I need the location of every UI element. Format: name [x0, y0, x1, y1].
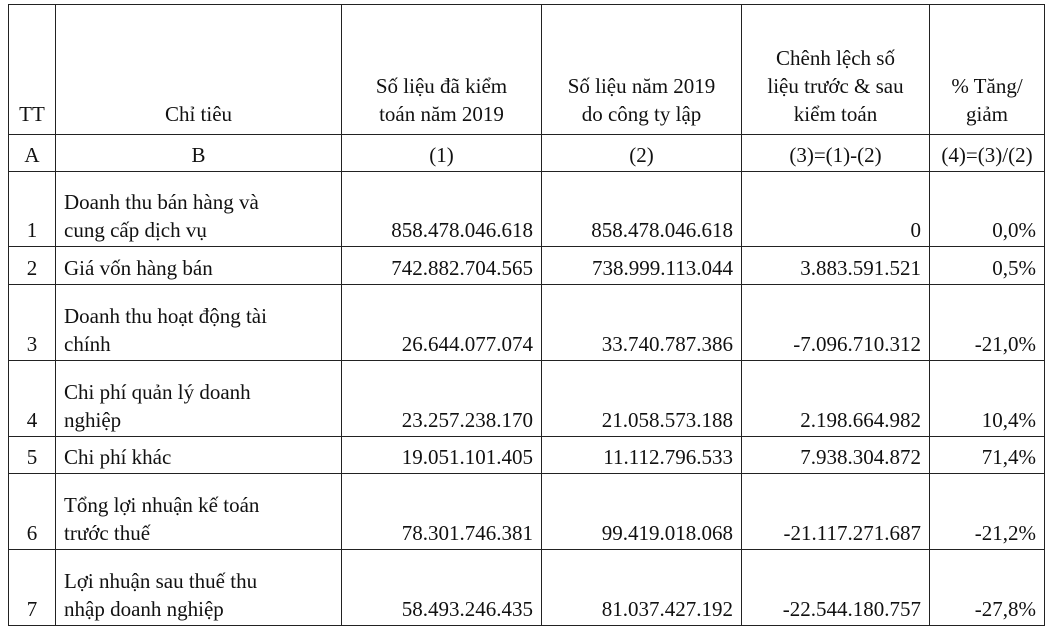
subheader-tt: A	[9, 134, 56, 171]
row-audited-value: 742.882.704.565	[342, 247, 542, 285]
header-audited-2019: Số liệu đã kiểm toán năm 2019	[342, 5, 542, 135]
row-chi-tieu-line: Chi phí quản lý doanh	[64, 379, 251, 404]
row-chi-tieu-line: Doanh thu hoạt động tài	[64, 303, 267, 328]
table-row	[9, 474, 1045, 550]
row-percent-value: 10,4%	[930, 360, 1045, 436]
row-chi-tieu	[56, 247, 342, 285]
row-difference-value: 0	[742, 171, 930, 247]
row-percent-value: 0,5%	[930, 247, 1045, 285]
header-row	[9, 5, 1045, 135]
subheader-c1: (1)	[342, 134, 542, 171]
row-difference-value: 7.938.304.872	[742, 436, 930, 474]
row-tt: 7	[9, 550, 56, 626]
row-chi-tieu-line: Chi phí khác	[64, 445, 172, 470]
row-tt: 1	[9, 171, 56, 247]
row-chi-tieu	[56, 171, 342, 247]
subheader-c3: (3)=(1)-(2)	[742, 134, 930, 171]
row-difference-value: -7.096.710.312	[742, 285, 930, 361]
table-row	[9, 247, 1045, 285]
row-chi-tieu	[56, 436, 342, 474]
header-company-2019: Số liệu năm 2019 do công ty lập	[542, 5, 742, 135]
row-company-value: 99.419.018.068	[542, 474, 742, 550]
row-audited-value: 858.478.046.618	[342, 171, 542, 247]
row-percent-value: -27,8%	[930, 550, 1045, 626]
row-tt: 3	[9, 285, 56, 361]
row-chi-tieu-line: Lợi nhuận sau thuế thu	[64, 569, 258, 593]
header-percent-change: % Tăng/ giảm	[930, 5, 1045, 135]
row-chi-tieu	[56, 285, 342, 361]
table-row	[9, 171, 1045, 247]
table-row	[9, 436, 1045, 474]
row-audited-value: 58.493.246.435	[342, 550, 542, 626]
row-chi-tieu-line: Doanh thu bán hàng và	[64, 190, 259, 215]
row-chi-tieu-line: cung cấp dịch vụ	[64, 218, 207, 243]
row-difference-value: 3.883.591.521	[742, 247, 930, 285]
row-company-value: 858.478.046.618	[542, 171, 742, 247]
row-audited-value: 19.051.101.405	[342, 436, 542, 474]
subheader-row	[9, 134, 1045, 171]
row-company-value: 81.037.427.192	[542, 550, 742, 626]
row-chi-tieu	[56, 550, 342, 626]
row-tt: 2	[9, 247, 56, 285]
row-audited-value: 26.644.077.074	[342, 285, 542, 361]
row-difference-value: -21.117.271.687	[742, 474, 930, 550]
table-row	[9, 550, 1045, 626]
row-company-value: 21.058.573.188	[542, 360, 742, 436]
row-tt: 4	[9, 360, 56, 436]
row-company-value: 33.740.787.386	[542, 285, 742, 361]
row-tt: 5	[9, 436, 56, 474]
row-chi-tieu-line: Giá vốn hàng bán	[64, 256, 213, 281]
row-percent-value: -21,2%	[930, 474, 1045, 550]
row-company-value: 11.112.796.533	[542, 436, 742, 474]
row-difference-value: -22.544.180.757	[742, 550, 930, 626]
row-company-value: 738.999.113.044	[542, 247, 742, 285]
row-audited-value: 78.301.746.381	[342, 474, 542, 550]
row-percent-value: 0,0%	[930, 171, 1045, 247]
row-chi-tieu-line: chính	[64, 331, 111, 356]
header-difference: Chênh lệch số liệu trước & sau kiểm toán	[742, 5, 930, 135]
subheader-c4: (4)=(3)/(2)	[930, 134, 1045, 171]
header-tt: TT	[9, 5, 56, 135]
row-percent-value: 71,4%	[930, 436, 1045, 474]
subheader-c2: (2)	[542, 134, 742, 171]
row-difference-value: 2.198.664.982	[742, 360, 930, 436]
row-chi-tieu-line: nghiệp	[64, 407, 122, 432]
row-chi-tieu-line: nhập doanh nghiệp	[64, 597, 224, 621]
row-chi-tieu	[56, 360, 342, 436]
row-audited-value: 23.257.238.170	[342, 360, 542, 436]
audit-comparison-table	[8, 4, 1045, 626]
row-tt: 6	[9, 474, 56, 550]
row-chi-tieu	[56, 474, 342, 550]
row-chi-tieu-line: Tổng lợi nhuận kế toán	[64, 493, 260, 518]
row-chi-tieu-line: trước thuế	[64, 521, 151, 546]
header-chi-tieu: Chỉ tiêu	[56, 5, 342, 135]
row-percent-value: -21,0%	[930, 285, 1045, 361]
subheader-b: B	[56, 134, 342, 171]
table-row	[9, 285, 1045, 361]
table-row	[9, 360, 1045, 436]
